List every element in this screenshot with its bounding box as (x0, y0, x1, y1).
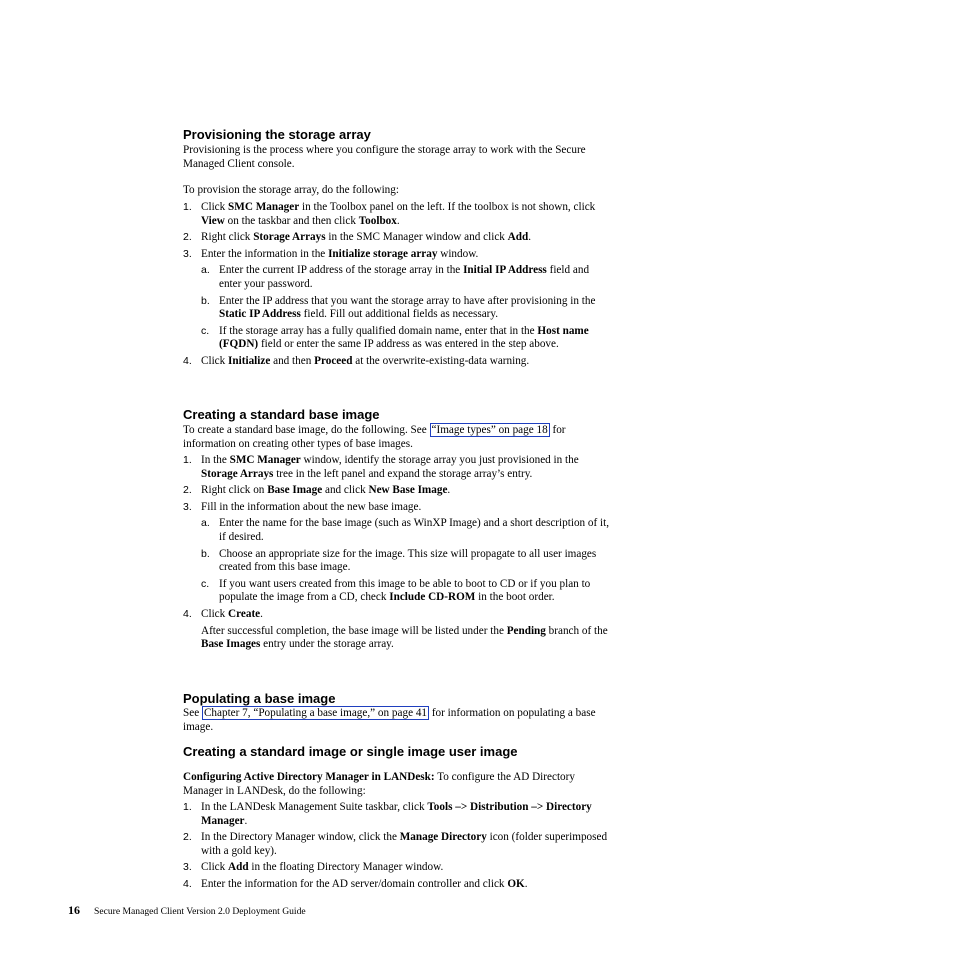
text: for information on creating other types of base images. (183, 424, 566, 450)
text: Choose an appropriate size for the image. This size will propagate to all user images created from this base image. (219, 547, 597, 574)
footer-title: Secure Managed Client Version 2.0 Deployment Guide (94, 906, 306, 917)
list-item-note (183, 625, 613, 652)
list-item (183, 355, 613, 369)
list-item (183, 801, 613, 828)
text: . (528, 231, 531, 244)
chapter-7-link[interactable]: Chapter 7, “Populating a base image,” on page 41 (203, 707, 428, 719)
text: in the floating Directory Manager window. (248, 861, 444, 874)
list-number: 3. (183, 500, 192, 513)
text: Enter the information in the (201, 247, 329, 260)
list-letter: a. (201, 264, 210, 277)
text: In the Directory Manager window, click the (201, 831, 400, 844)
base-image-steps (183, 454, 613, 652)
list-item (183, 484, 613, 498)
page-footer (68, 901, 306, 919)
text: for information on populating a base image. (183, 707, 596, 733)
bold-text: Add (228, 861, 249, 874)
list-number: 1. (183, 201, 192, 213)
text: See (183, 707, 202, 719)
text: In the LANDesk Management Suite taskbar, click (201, 801, 428, 813)
list-item (183, 861, 613, 875)
text: . (396, 214, 400, 227)
text: window. (437, 247, 479, 260)
paragraph: To provision the storage array, do the following: (183, 184, 399, 196)
text: window, identify the storage array you just provisioned in the (300, 454, 579, 466)
text: . (524, 877, 528, 890)
sub-list-item (183, 325, 613, 352)
text: field and enter your password. (219, 264, 590, 290)
bold-text: Tools –> Distribution –> Directory Manager (201, 801, 592, 827)
text: and click (322, 484, 369, 497)
list-letter: c. (201, 577, 210, 590)
text: . (260, 607, 263, 620)
bold-text: OK (507, 877, 525, 890)
text: In the (201, 454, 230, 466)
text: on the taskbar and then click (224, 214, 359, 227)
ad-manager-intro (183, 771, 613, 798)
text: Click (201, 607, 229, 620)
text: at the overwrite-existing-data warning. (352, 354, 530, 367)
provisioning-lead (183, 184, 613, 198)
text: If the storage array has a fully qualified domain name, enter that in the (219, 324, 538, 337)
bold-text: Initialize (228, 354, 271, 367)
text: To configure the AD Directory Manager in LANDesk, do the following: (183, 771, 575, 797)
text: . (244, 814, 248, 827)
text: After successful completion, the base image will be listed under the (201, 624, 507, 637)
populating-text (183, 707, 613, 734)
section-heading-provisioning: Provisioning the storage array (183, 127, 371, 142)
bold-text: Storage Arrays (201, 467, 274, 480)
provisioning-steps (183, 201, 613, 369)
paragraph (183, 771, 613, 798)
list-item (183, 201, 613, 228)
sub-list-item (183, 517, 613, 544)
bold-text: New Base Image (368, 484, 448, 497)
list-item (183, 231, 613, 245)
text: Click (201, 201, 229, 213)
text: Right click on (201, 484, 268, 497)
text: field or enter the same IP address as was entered in the step above. (258, 338, 559, 351)
text: If you want users created from this image to be able to boot to CD or if you plan to populate the image from a CD, check (219, 577, 591, 604)
sub-list-item (183, 578, 613, 605)
bold-text: Base Image (267, 484, 323, 497)
bold-text: Host name (FQDN) (219, 324, 589, 351)
paragraph (183, 707, 613, 734)
list-letter: b. (201, 547, 210, 560)
list-number: 3. (183, 247, 192, 260)
text: branch of the (545, 624, 608, 637)
bold-text: Static IP Address (219, 308, 301, 321)
bold-text: Create (228, 607, 261, 620)
list-item (183, 831, 613, 858)
text: Right click (201, 231, 254, 244)
text: Click (201, 861, 229, 874)
section-heading-base-image: Creating a standard base image (183, 407, 380, 422)
text: icon (folder superimposed with a gold key). (201, 831, 608, 857)
text: in the SMC Manager window and click (325, 231, 508, 244)
text: . (447, 484, 451, 497)
list-number: 2. (183, 484, 192, 497)
bold-text: Proceed (314, 354, 353, 367)
text: entry under the storage array. (260, 638, 394, 651)
text: Enter the information for the AD server/domain controller and click (201, 877, 508, 890)
list-number: 1. (183, 801, 192, 813)
text: Enter the current IP address of the storage array in the (219, 264, 464, 277)
list-number: 4. (183, 354, 192, 367)
list-number: 3. (183, 861, 192, 874)
sub-list-item (183, 264, 613, 291)
bold-text: Manage Directory (399, 831, 487, 844)
provisioning-intro (183, 144, 613, 171)
text: Enter the IP address that you want the storage array to have after provisioning in the (219, 294, 596, 307)
list-item (183, 501, 613, 515)
text: field. Fill out additional fields as necessary. (300, 308, 499, 321)
bold-text: SMC Manager (229, 454, 301, 466)
sub-list-item (183, 548, 613, 575)
text: To create a standard base image, do the following. See (183, 424, 430, 436)
bold-text: Include CD-ROM (389, 591, 476, 604)
text: tree in the left panel and expand the storage array’s entry. (273, 467, 533, 480)
paragraph (183, 424, 613, 451)
bold-text: SMC Manager (228, 201, 300, 213)
page-number: 16 (68, 903, 80, 917)
list-item (183, 248, 613, 262)
list-item (183, 454, 613, 481)
list-letter: c. (201, 324, 210, 337)
run-in-heading: Configuring Active Directory Manager in LANDesk: (183, 771, 435, 783)
bold-text: Initialize storage array (328, 247, 438, 260)
bold-text: Base Images (201, 638, 261, 651)
text: in the Toolbox panel on the left. If the toolbox is not shown, click (299, 201, 596, 213)
list-number: 4. (183, 607, 192, 620)
ad-manager-steps (183, 801, 613, 892)
list-number: 2. (183, 231, 192, 244)
list-item (183, 608, 613, 622)
list-letter: a. (201, 517, 210, 530)
paragraph: Provisioning is the process where you configure the storage array to work with the Secure Managed Client console. (183, 144, 586, 170)
list-number: 1. (183, 454, 192, 466)
bold-text: Add (507, 231, 529, 244)
list-letter: b. (201, 294, 210, 307)
base-image-intro (183, 424, 613, 451)
section-heading-standard-image: Creating a standard image or single image user image (183, 744, 518, 759)
section-heading-populating: Populating a base image (183, 691, 336, 706)
list-item (183, 878, 613, 892)
list-number: 4. (183, 877, 192, 890)
bold-text: Storage Arrays (253, 231, 326, 244)
bold-text: View (201, 214, 225, 227)
bold-text: Toolbox (358, 214, 397, 227)
text: Fill in the information about the new base image. (201, 500, 422, 513)
text: and then (270, 354, 315, 367)
text: Click (201, 354, 229, 367)
bold-text: Pending (506, 624, 546, 637)
list-number: 2. (183, 831, 192, 844)
image-types-link[interactable]: “Image types” on page 18 (431, 424, 548, 436)
text: Enter the name for the base image (such as WinXP Image) and a short description of it, if desired. (219, 517, 610, 543)
bold-text: Initial IP Address (463, 264, 547, 277)
text: in the boot order. (475, 591, 555, 604)
sub-list-item (183, 295, 613, 322)
